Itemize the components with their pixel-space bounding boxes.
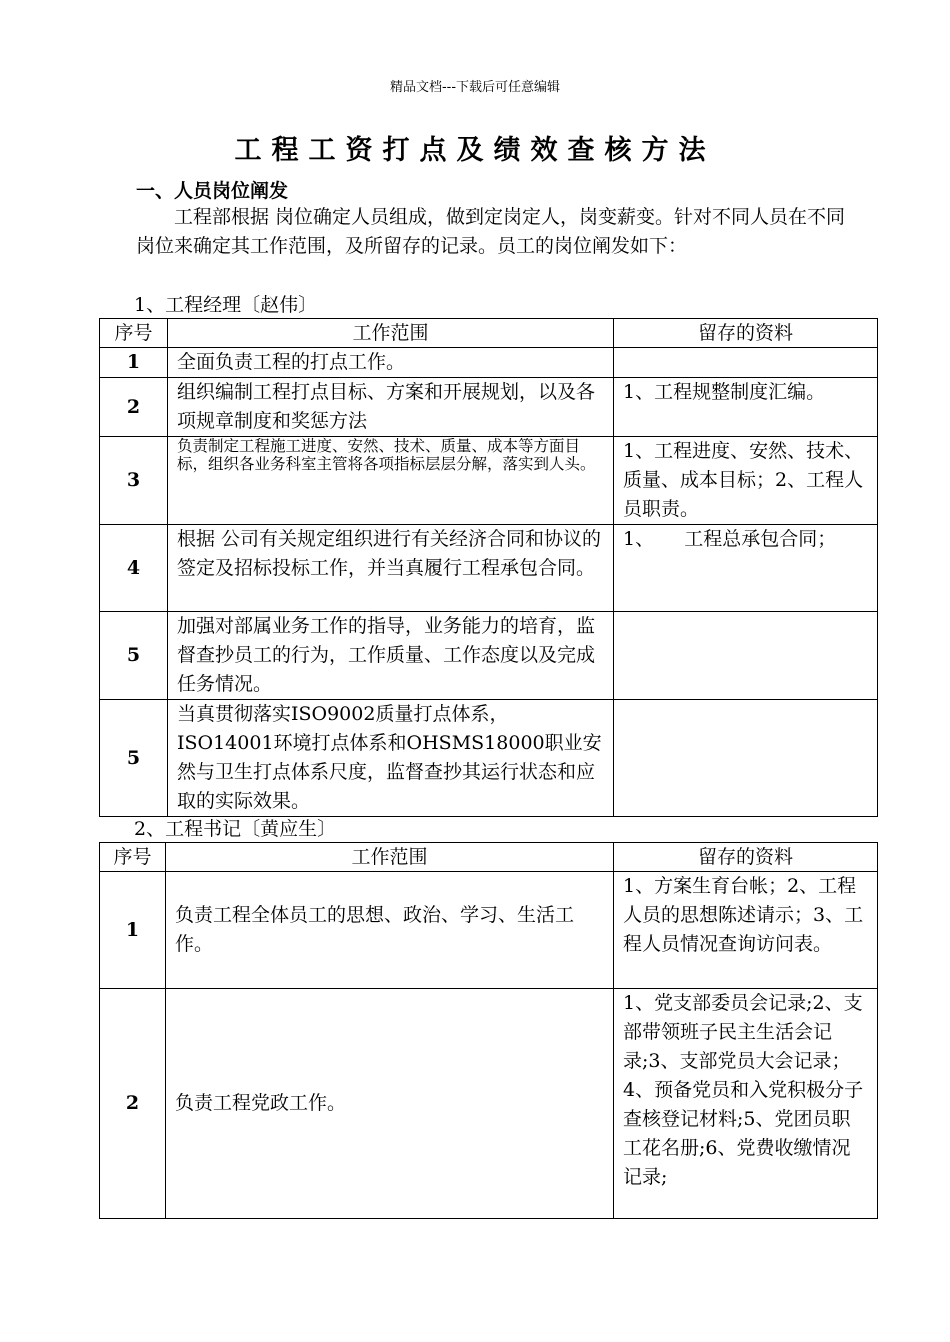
table-row [100, 525, 878, 612]
column-header-records: 留存的资料 [614, 319, 878, 348]
intro-text: 工程部根据 岗位确定人员组成，做到定岗定人，岗变薪变。针对不同人员在不同岗位来确定其工作范围，及所留存的记录。员工的岗位阐发如下： [136, 206, 846, 257]
row-number: 1 [100, 348, 168, 378]
row-number: 4 [100, 525, 168, 612]
row-number: 2 [100, 989, 166, 1219]
column-header-scope: 工作范围 [166, 843, 614, 872]
row-records [614, 348, 878, 378]
section-heading: 一、人员岗位阐发 [136, 180, 289, 202]
table-engineering-manager [99, 318, 878, 817]
table-row [100, 612, 878, 700]
column-header-records: 留存的资料 [614, 843, 878, 872]
row-number: 2 [100, 378, 168, 437]
header-note: 精品文档---下载后可任意编辑 [389, 80, 561, 95]
row-scope: 当真贯彻落实ISO9002质量打点体系，ISO14001环境打点体系和OHSMS18000职业安然与卫生打点体系尺度，监督查抄其运行状态和应取的实际效果。 [168, 700, 614, 817]
row-scope: 负责制定工程施工进度、安然、技术、质量、成本等方面目标，组织各业务科室主管将各项指标层层分解，落实到人头。 [168, 437, 614, 525]
row-scope: 组织编制工程打点目标、方案和开展规划，以及各项规章制度和奖惩方法 [168, 378, 614, 437]
row-number: 5 [100, 612, 168, 700]
table-row [100, 348, 878, 378]
row-scope: 全面负责工程的打点工作。 [168, 348, 614, 378]
row-scope: 根据 公司有关规定组织进行有关经济合同和协议的签定及招标投标工作，并当真履行工程承包合同。 [168, 525, 614, 612]
table-row [100, 437, 878, 525]
row-records: 1、党支部委员会记录;2、支部带领班子民主生活会记录;3、支部党员大会记录；4、预备党员和入党积极分子查核登记材料;5、党团员职工花名册;6、党费收缴情况记录; [614, 989, 878, 1219]
row-number: 3 [100, 437, 168, 525]
table2-title: 2、工程书记〔黄应生〕 [134, 818, 337, 840]
row-scope: 加强对部属业务工作的指导，业务能力的培育，监督查抄员工的行为，工作质量、工作态度以及完成任务情况。 [168, 612, 614, 700]
table-row [100, 700, 878, 817]
table-row [100, 378, 878, 437]
row-number: 5 [100, 700, 168, 817]
row-records: 1、 工程总承包合同； [614, 525, 878, 612]
row-scope: 负责工程党政工作。 [166, 989, 614, 1219]
table-header-row [100, 319, 878, 348]
row-records: 1、工程规整制度汇编。 [614, 378, 878, 437]
document-title: 工程工资打点及绩效查核方法 [234, 135, 716, 166]
row-records [614, 700, 878, 817]
row-number: 1 [100, 872, 166, 989]
table-header-row [100, 843, 878, 872]
column-header-no: 序号 [100, 319, 168, 348]
column-header-scope: 工作范围 [168, 319, 614, 348]
table-row [100, 872, 878, 989]
table-party-secretary [99, 842, 878, 1219]
table-row [100, 989, 878, 1219]
row-records: 1、方案生育台帐；2、工程人员的思想陈述请示；3、工程人员情况查询访问表。 [614, 872, 878, 989]
row-records: 1、工程进度、安然、技术、质量、成本目标；2、工程人员职责。 [614, 437, 878, 525]
intro-paragraph [136, 203, 856, 261]
row-records [614, 612, 878, 700]
row-scope: 负责工程全体员工的思想、政治、学习、生活工作。 [166, 872, 614, 989]
table1-title: 1、工程经理〔赵伟〕 [134, 294, 318, 316]
column-header-no: 序号 [100, 843, 166, 872]
